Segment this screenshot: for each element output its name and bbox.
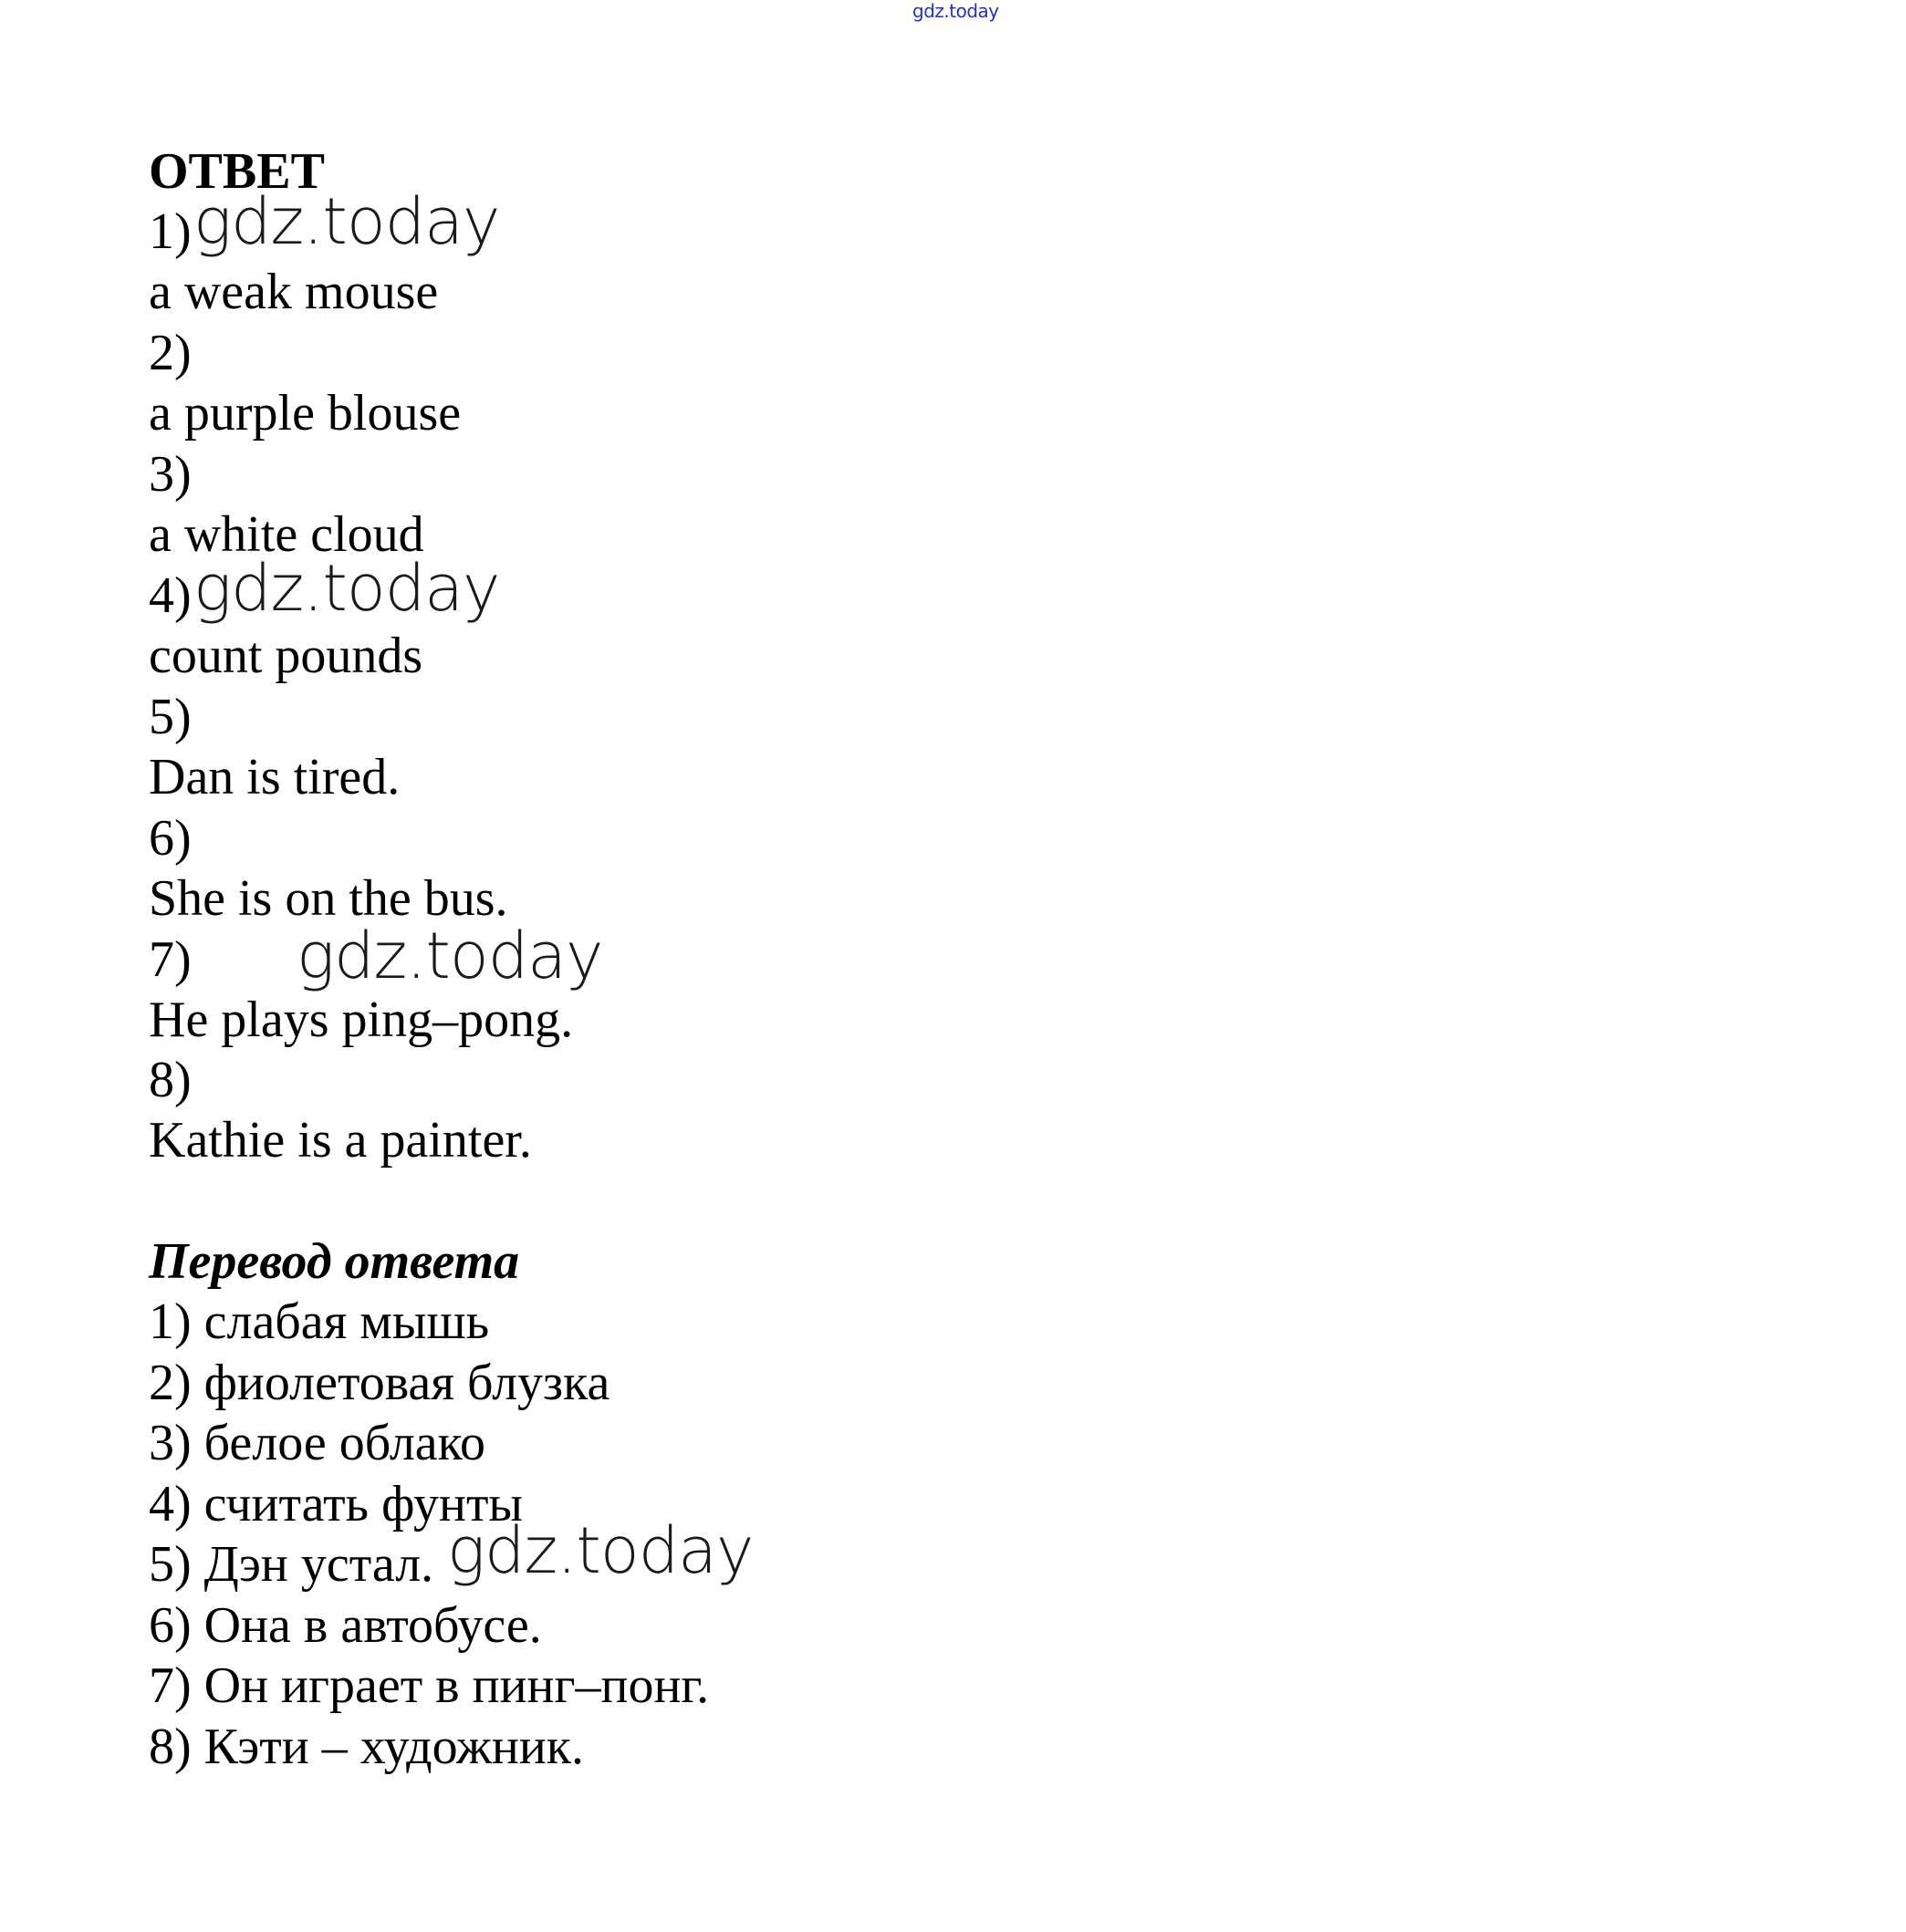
watermark-3: gdz.today <box>297 919 603 993</box>
translation-item-2: 2) фиолетовая блузка <box>149 1355 610 1411</box>
answer-item-6-number: 6) <box>149 810 192 867</box>
top-watermark: gdz.today <box>912 0 999 22</box>
answer-item-5-number: 5) <box>149 689 192 745</box>
answer-item-6-text: She is on the bus. <box>149 870 508 927</box>
translation-item-3: 3) белое облако <box>149 1415 486 1471</box>
watermark-2: gdz.today <box>193 551 500 626</box>
translation-heading: Перевод ответа <box>149 1233 520 1290</box>
translation-item-8: 8) Кэти – художник. <box>149 1719 585 1775</box>
answer-item-5-text: Dan is tired. <box>149 749 401 805</box>
answer-item-2-number: 2) <box>149 325 192 381</box>
answer-item-1-number: 1) <box>149 203 192 260</box>
watermark-1: gdz.today <box>193 184 500 259</box>
translation-item-5: 5) Дэн устал. <box>149 1536 434 1593</box>
answer-item-7-number: 7) <box>149 931 192 988</box>
watermark-4: gdz.today <box>447 1513 754 1588</box>
answer-item-8-text: Kathie is a painter. <box>149 1112 532 1169</box>
translation-item-7: 7) Он играет в пинг–понг. <box>149 1657 710 1714</box>
answer-heading: ОТВЕТ <box>149 143 325 200</box>
answer-item-4-number: 4) <box>149 567 192 624</box>
answer-item-1-text: a weak mouse <box>149 264 439 320</box>
answer-item-4-text: count pounds <box>149 628 423 684</box>
answer-item-7-text: He plays ping–pong. <box>149 992 574 1048</box>
answer-item-8-number: 8) <box>149 1052 192 1108</box>
answer-item-3-text: a white cloud <box>149 506 424 563</box>
answer-item-2-text: a purple blouse <box>149 385 462 441</box>
answer-item-3-number: 3) <box>149 446 192 503</box>
translation-item-6: 6) Она в автобусе. <box>149 1597 542 1654</box>
translation-item-1: 1) слабая мышь <box>149 1293 490 1350</box>
translation-item-4: 4) считать фунты <box>149 1476 524 1532</box>
